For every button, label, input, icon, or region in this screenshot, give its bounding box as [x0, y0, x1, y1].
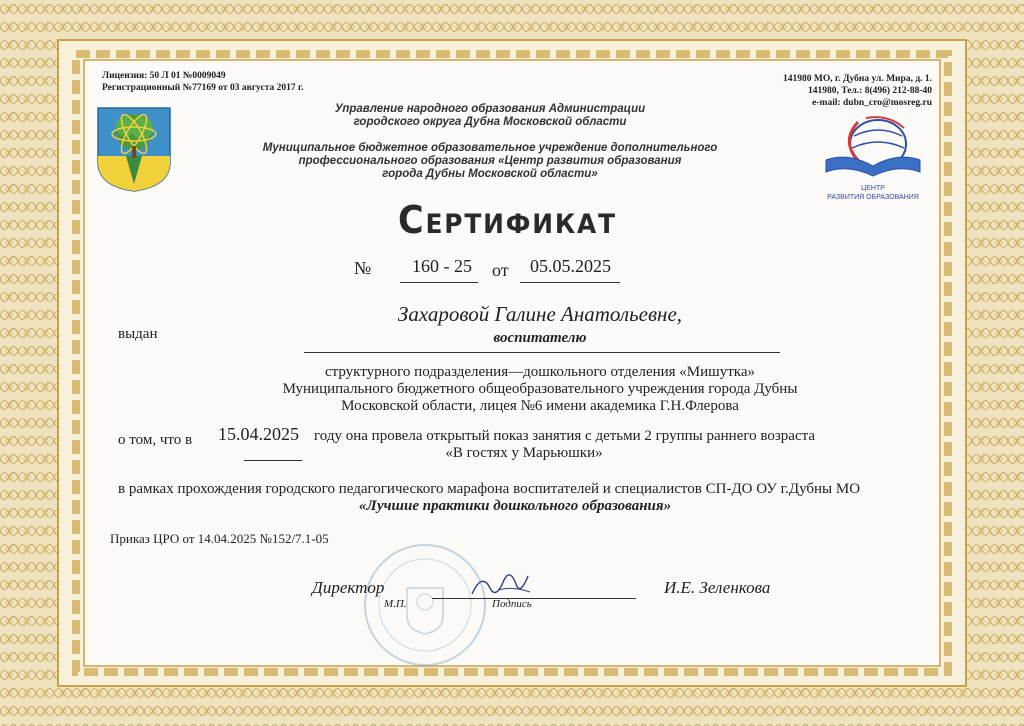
org-header-line-5: города Дубны Московской области» [382, 168, 598, 180]
marathon-description: в рамках прохождения городского педагогического марафона воспитателей и специалистов СП-ДО ОУ г.Дубны МО [118, 481, 861, 497]
address-phone: 141980, Тел.: 8(496) 212-88-40 [808, 86, 932, 96]
event-date-underline [244, 460, 302, 461]
event-prefix: о том, что в [118, 432, 193, 448]
recipient-org-line-3: Московской области, лицея №6 имени академика Г.Н.Флерова [341, 398, 739, 414]
official-stamp [360, 540, 490, 670]
certificate-date: 05.05.2025 [530, 256, 611, 276]
logo-text-line-1: ЦЕНТР [861, 185, 885, 192]
event-title: «В гостях у Марьюшки» [445, 445, 603, 461]
recipient-position: воспитателю [493, 330, 587, 346]
recipient-underline [304, 352, 780, 353]
address-line-1: 141980 МО, г. Дубна ул. Мира, д. 1. [783, 74, 932, 84]
event-date: 15.04.2025 [218, 424, 299, 444]
logo-text-line-2: РАЗВИТИЯ ОБРАЗОВАНИЯ [827, 194, 919, 201]
education-center-logo [818, 114, 928, 206]
number-label: № [354, 258, 372, 278]
recipient-org-line-1: структурного подразделения—дошкольного отделения «Мишутка» [324, 364, 755, 380]
org-header-line-1: Управление народного образования Администрации [334, 103, 646, 115]
director-name: И.Е. Зеленкова [664, 578, 771, 597]
marathon-title: «Лучшие практики дошкольного образования» [358, 498, 672, 514]
date-underline [520, 282, 620, 283]
license-number: Лицензия: 50 Л 01 №0009049 [102, 71, 226, 81]
registration-number: Регистрационный №77169 от 03 августа 2017 г. [102, 83, 304, 93]
date-label: от [492, 260, 509, 280]
city-coat-of-arms [96, 106, 172, 192]
order-reference: Приказ ЦРО от 14.04.2025 №152/7.1-05 [110, 531, 329, 546]
certificate-number: 160 - 25 [412, 256, 472, 276]
issued-label: выдан [118, 326, 158, 342]
recipient-name: Захаровой Галине Анатольевне, [397, 302, 683, 326]
signature-label: Подпись [492, 598, 532, 610]
recipient-org-line-2: Муниципального бюджетного общеобразовательного учреждения города Дубны [282, 381, 798, 397]
org-header-line-2: городского округа Дубна Московской области [353, 116, 627, 128]
director-label: Директор [312, 578, 385, 597]
number-underline [400, 282, 478, 283]
address-email: e-mail: dubn_cro@mosreg.ru [812, 98, 932, 108]
handwritten-signature [468, 566, 538, 602]
event-description: году она провела открытый показ занятия с детьми 2 группы раннего возраста [314, 428, 815, 444]
org-header-line-4: профессионального образования «Центр развития образования [298, 155, 682, 167]
stamp-label: М.П. [384, 598, 407, 610]
org-header-line-3: Муниципальное бюджетное образовательное учреждение дополнительного [262, 142, 718, 154]
certificate-title: Сертификат [398, 198, 617, 242]
